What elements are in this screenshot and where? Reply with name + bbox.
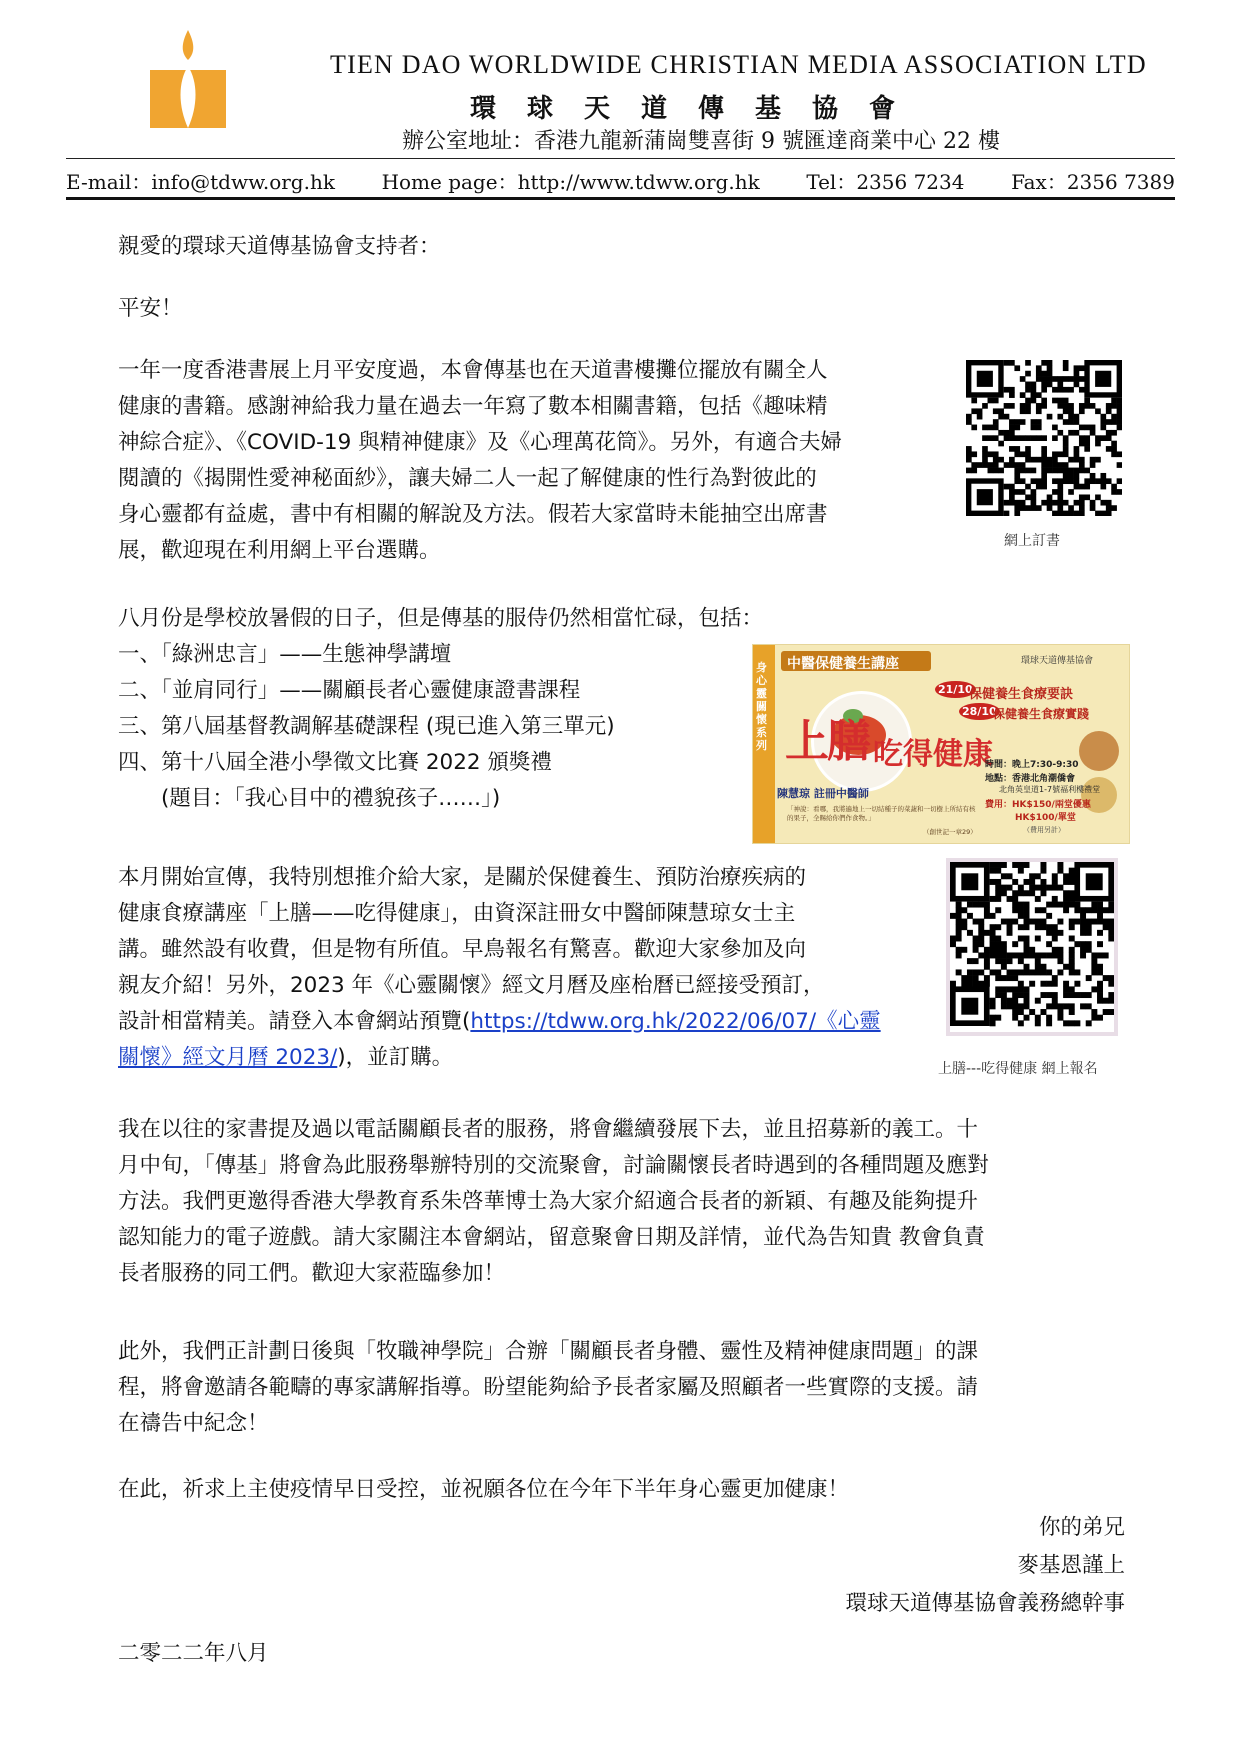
- calendar-link-part1[interactable]: https://tdww.org.hk/2022/06/07/《心靈: [470, 1009, 881, 1034]
- registration-qr-code[interactable]: [950, 862, 1114, 1032]
- service-intro: 八月份是學校放暑假的日子，但是傳基的服侍仍然相當忙碌，包括：: [118, 606, 764, 631]
- header-divider: [66, 158, 1175, 159]
- paragraph-health-talk: [118, 860, 881, 1076]
- list-item: 三、第八屆基督教調解基礎課程 (現已進入第三單元): [118, 714, 615, 739]
- text-line: 月中旬，「傳基」將會為此服務舉辦特別的交流聚會，討論關懷長者時遇到的各種問題及應對: [118, 1153, 989, 1178]
- paragraph-course-plan: [118, 1334, 978, 1442]
- health-talk-poster[interactable]: [752, 644, 1130, 844]
- poster-fee: 費用：HK$150/兩堂優惠: [985, 800, 1091, 810]
- list-item: (題目：「我心目中的禮貌孩子……」): [118, 786, 501, 811]
- poster-fee2: HK$100/單堂: [1015, 813, 1076, 823]
- poster-venue: 地點：香港北角潮僑會: [985, 774, 1076, 784]
- text-span: )，並訂購。: [337, 1045, 454, 1070]
- poster-fee-note: （費用另計）: [1023, 826, 1065, 834]
- list-item: 四、第十八屆全港小學徵文比賽 2022 頒獎禮: [118, 750, 552, 775]
- poster-series: 身心靈關懷系列: [756, 661, 767, 752]
- session2-date: 28/10: [959, 703, 1000, 720]
- service-list: [118, 637, 615, 817]
- book-order-qr-label: 網上訂書: [1004, 533, 1060, 549]
- closing-blessing: 在此，祈求上主使疫情早日受控，並祝願各位在今年下半年身心靈更加健康！: [118, 1477, 850, 1502]
- poster-time: 時間：晚上7:30-9:30: [985, 760, 1079, 770]
- text-span: 設計相當精美。請登入本會網站預覽(: [118, 1009, 471, 1034]
- organization-name-english: TIEN DAO WORLDWIDE CHRISTIAN MEDIA ASSOCIATION LTD: [330, 50, 1147, 79]
- text-line: 長者服務的同工們。歡迎大家蒞臨參加！: [118, 1261, 506, 1286]
- salutation: 親愛的環球天道傳基協會支持者：: [118, 234, 441, 259]
- organization-logo: [148, 26, 228, 128]
- poster-org: 環球天道傳基協會: [1021, 656, 1094, 666]
- poster-top-title: 中醫保健養生講座: [787, 656, 899, 672]
- grain-bowl-image: [1079, 731, 1119, 771]
- text-line: 健康的書籍。感謝神給我力量在過去一年寫了數本相關書籍，包括《趣味精: [118, 394, 828, 419]
- contact-fax: Fax：2356 7389: [1011, 170, 1175, 194]
- text-line: 健康食療講座「上膳——吃得健康」，由資深註冊女中醫師陳慧琼女士主: [118, 901, 796, 926]
- text-line: 本月開始宣傳，我特別想推介給大家，是關於保健養生、預防治療疾病的: [118, 865, 807, 890]
- signoff-name: 麥基恩謹上: [1017, 1553, 1125, 1578]
- text-line: 此外，我們正計劃日後與「牧職神學院」合辦「關顧長者身體、靈性及精神健康問題」的課: [118, 1339, 979, 1364]
- letter-date: 二零二二年八月: [118, 1641, 269, 1666]
- poster-speaker: 陳慧琼 註冊中醫師: [777, 787, 869, 800]
- text-line: 身心靈都有益處，書中有相關的解說及方法。假若大家當時未能抽空出席書: [118, 502, 828, 527]
- poster-quote: 「神說：看哪，我將遍地上一切結種子的菜蔬和一切樹上所結有核的果子，全賜給你們作食物。」: [787, 805, 976, 822]
- signoff-brother: 你的弟兄: [1038, 1515, 1125, 1540]
- paragraph-elderly-service: [118, 1112, 1128, 1292]
- organization-name-chinese: 環球天道傳基協會: [470, 94, 927, 124]
- text-line: 在禱告中紀念！: [118, 1411, 269, 1436]
- header-thick-divider: [66, 197, 1175, 200]
- list-item: 二、「並肩同行」——關顧長者心靈健康證書課程: [118, 678, 581, 703]
- session2-title: 保健養生食療實踐: [993, 707, 1090, 721]
- text-line: 一年一度香港書展上月平安度過，本會傳基也在天道書樓攤位擺放有關全人: [118, 358, 828, 383]
- greeting: 平安！: [118, 296, 183, 321]
- paragraph-book-fair: [118, 353, 842, 569]
- registration-qr-frame: [946, 858, 1118, 1036]
- session1-date: 21/10: [935, 681, 976, 698]
- text-line: 神綜合症》、《COVID-19 與精神健康》及《心理萬花筒》。另外，有適合夫婦: [118, 430, 842, 455]
- session1-title: 保健養生食療要訣: [969, 687, 1074, 702]
- text-line: 閱讀的《揭開性愛神秘面紗》，讓夫婦二人一起了解健康的性行為對彼此的: [118, 466, 817, 491]
- text-line: 認知能力的電子遊戲。請大家關注本會網站，留意聚會日期及詳情，並代為告知貴 教會負責: [118, 1225, 985, 1250]
- text-line: 親友介紹！另外，2023 年《心靈關懷》經文月曆及座枱曆已經接受預訂，: [118, 973, 825, 998]
- poster-big-title-b: 吃得健康: [873, 737, 993, 772]
- calendar-link-part2[interactable]: 關懷》經文月曆 2023/: [118, 1045, 338, 1070]
- registration-qr-label: 上膳---吃得健康 網上報名: [938, 1061, 1098, 1077]
- text-line: 展，歡迎現在利用網上平台選購。: [118, 538, 441, 563]
- text-line: 程，將會邀請各範疇的專家講解指導。盼望能夠給予長者家屬及照顧者一些實際的支援。請: [118, 1375, 979, 1400]
- contact-tel: Tel：2356 7234: [806, 170, 965, 194]
- poster-big-title-a: 上膳: [785, 716, 869, 767]
- contact-homepage[interactable]: Home page：http://www.tdww.org.hk: [381, 170, 760, 194]
- text-line: 講。雖然設有收費，但是物有所值。早鳥報名有驚喜。歡迎大家參加及向: [118, 937, 807, 962]
- poster-venue2: 北角英皇道1-7號福利樓禮堂: [999, 785, 1101, 794]
- text-line: 我在以往的家書提及過以電話關顧長者的服務，將會繼續發展下去，並且招募新的義工。十: [118, 1117, 979, 1142]
- text-line: [118, 1004, 881, 1040]
- text-line: [118, 1040, 881, 1076]
- poster-quote-ref: （創世記一章29）: [923, 828, 977, 836]
- office-address: 辦公室地址：香港九龍新蒲崗雙喜街 9 號匯達商業中心 22 樓: [402, 129, 1000, 154]
- book-order-qr-code[interactable]: [966, 360, 1122, 516]
- list-item: 一、「綠洲忠言」——生態神學講壇: [118, 642, 452, 667]
- contact-email[interactable]: E-mail：info@tdww.org.hk: [66, 170, 335, 194]
- text-line: 方法。我們更邀得香港大學教育系朱啓華博士為大家介紹適合長者的新穎、有趣及能夠提升: [118, 1189, 979, 1214]
- contact-bar: [66, 166, 1175, 195]
- signoff-title: 環球天道傳基協會義務總幹事: [845, 1591, 1125, 1616]
